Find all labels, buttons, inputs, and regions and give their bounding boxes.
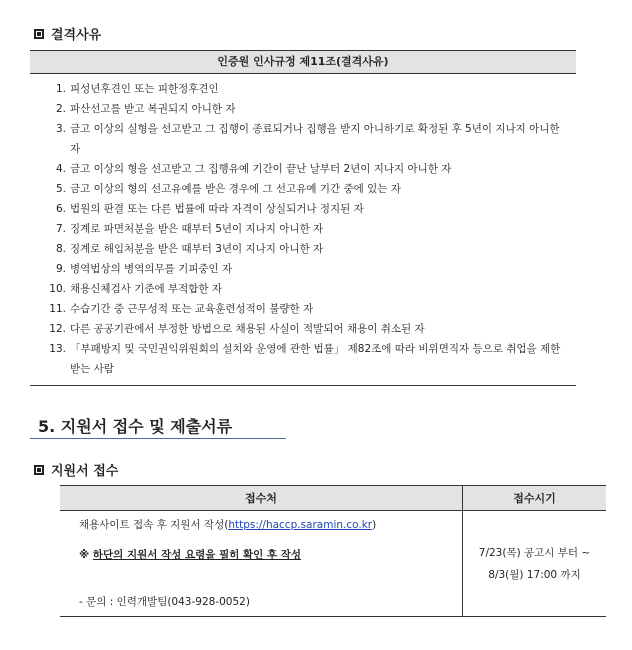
item-number: 10. [49,283,66,295]
item-text: 채용신체검사 기준에 부적합한 자 [70,283,223,295]
item-number: 11. [49,303,66,315]
item-text: 「부패방지 및 국민권익위원회의 설치와 운영에 관한 법률」 제82조에 따라 비위면직자 등으로 취업을 제한 받는 사람 [70,343,561,375]
item-text: 법원의 판결 또는 다른 법률에 따라 자격이 상실되거나 정지된 자 [70,203,364,215]
disqualification-list [30,74,576,386]
item-number: 3. [55,123,66,135]
note [61,533,461,562]
site-link[interactable]: https://haccp.saramin.co.kr [228,519,373,531]
list-item [30,259,576,279]
title-underline [30,438,286,439]
item-text: 병역법상의 병역의무를 기피중인 자 [70,263,233,275]
note-mark: ※ [79,549,93,561]
section-title: 결격사유 [51,28,102,43]
list-item [30,159,576,179]
period-line-2: 8/3(월) 17:00 까지 [488,568,581,581]
list-item [30,179,576,199]
place-cell [60,511,463,617]
item-text: 수습기간 중 근무성적 또는 교육훈련성적이 불량한 자 [70,303,314,315]
site-instruction [61,512,461,533]
item-number: 7. [55,223,66,235]
item-number: 12. [49,323,66,335]
item-text: 다른 공공기관에서 부정한 방법으로 채용된 사실이 적발되어 채용이 취소된 자 [70,323,425,335]
square-bullet-icon [34,29,44,39]
list-item [30,99,576,119]
item-text: 피성년후견인 또는 피한정후견인 [70,83,219,95]
list-item [30,219,576,239]
list-item [30,119,576,159]
sub-title: 지원서 접수 [51,464,119,479]
list-item [30,299,576,319]
period-cell [463,511,607,617]
item-text: 징계로 해임처분을 받은 때부터 3년이 지나지 아니한 자 [70,243,324,255]
square-bullet-icon [34,465,44,475]
list-item [30,199,576,219]
site-text: 채용사이트 접속 후 지원서 작성( [79,519,229,531]
contact-info: - 문의 : 인력개발팀(043-928-0052) [79,596,250,608]
disqualification-table [30,50,576,386]
item-text: 금고 이상의 형을 선고받고 그 집행유예 기간이 끝난 날부터 2년이 지나지 아니한 자 [70,163,452,175]
section-5-title: 5. 지원서 접수 및 제출서류 [38,417,233,436]
item-text: 금고 이상의 형의 선고유예를 받은 경우에 그 선고유예 기간 중에 있는 자 [70,183,401,195]
list-item [30,79,576,99]
list-item [30,319,576,339]
item-text: 파산선고를 받고 복권되지 아니한 자 [70,103,236,115]
list-item [30,279,576,299]
item-number: 13. [49,343,66,355]
col-header-period: 접수시기 [463,486,607,511]
col-header-place: 접수처 [60,486,463,511]
item-number: 8. [55,243,66,255]
application-table [60,485,606,617]
item-number: 1. [55,83,66,95]
item-text: 징계로 파면처분을 받은 때부터 5년이 지나지 아니한 자 [70,223,324,235]
list-item [30,339,576,379]
section-heading-disqualification [34,24,101,43]
note-text: 하단의 지원서 작성 요령을 필히 확인 후 작성 [92,549,302,561]
period-line-1: 7/23(목) 공고시 부터 ~ [478,546,591,559]
item-number: 5. [55,183,66,195]
item-number: 2. [55,103,66,115]
table-header: 인증원 인사규정 제11조(결격사유) [30,50,576,74]
item-number: 4. [55,163,66,175]
list-item [30,239,576,259]
section-heading-application [34,460,118,479]
item-number: 6. [55,203,66,215]
item-number: 9. [55,263,66,275]
site-text-end: ) [372,519,377,531]
item-text: 금고 이상의 실형을 선고받고 그 집행이 종료되거나 집행을 받지 아니하기로 확정된 후 5년이 지나지 아니한 자 [70,123,560,155]
